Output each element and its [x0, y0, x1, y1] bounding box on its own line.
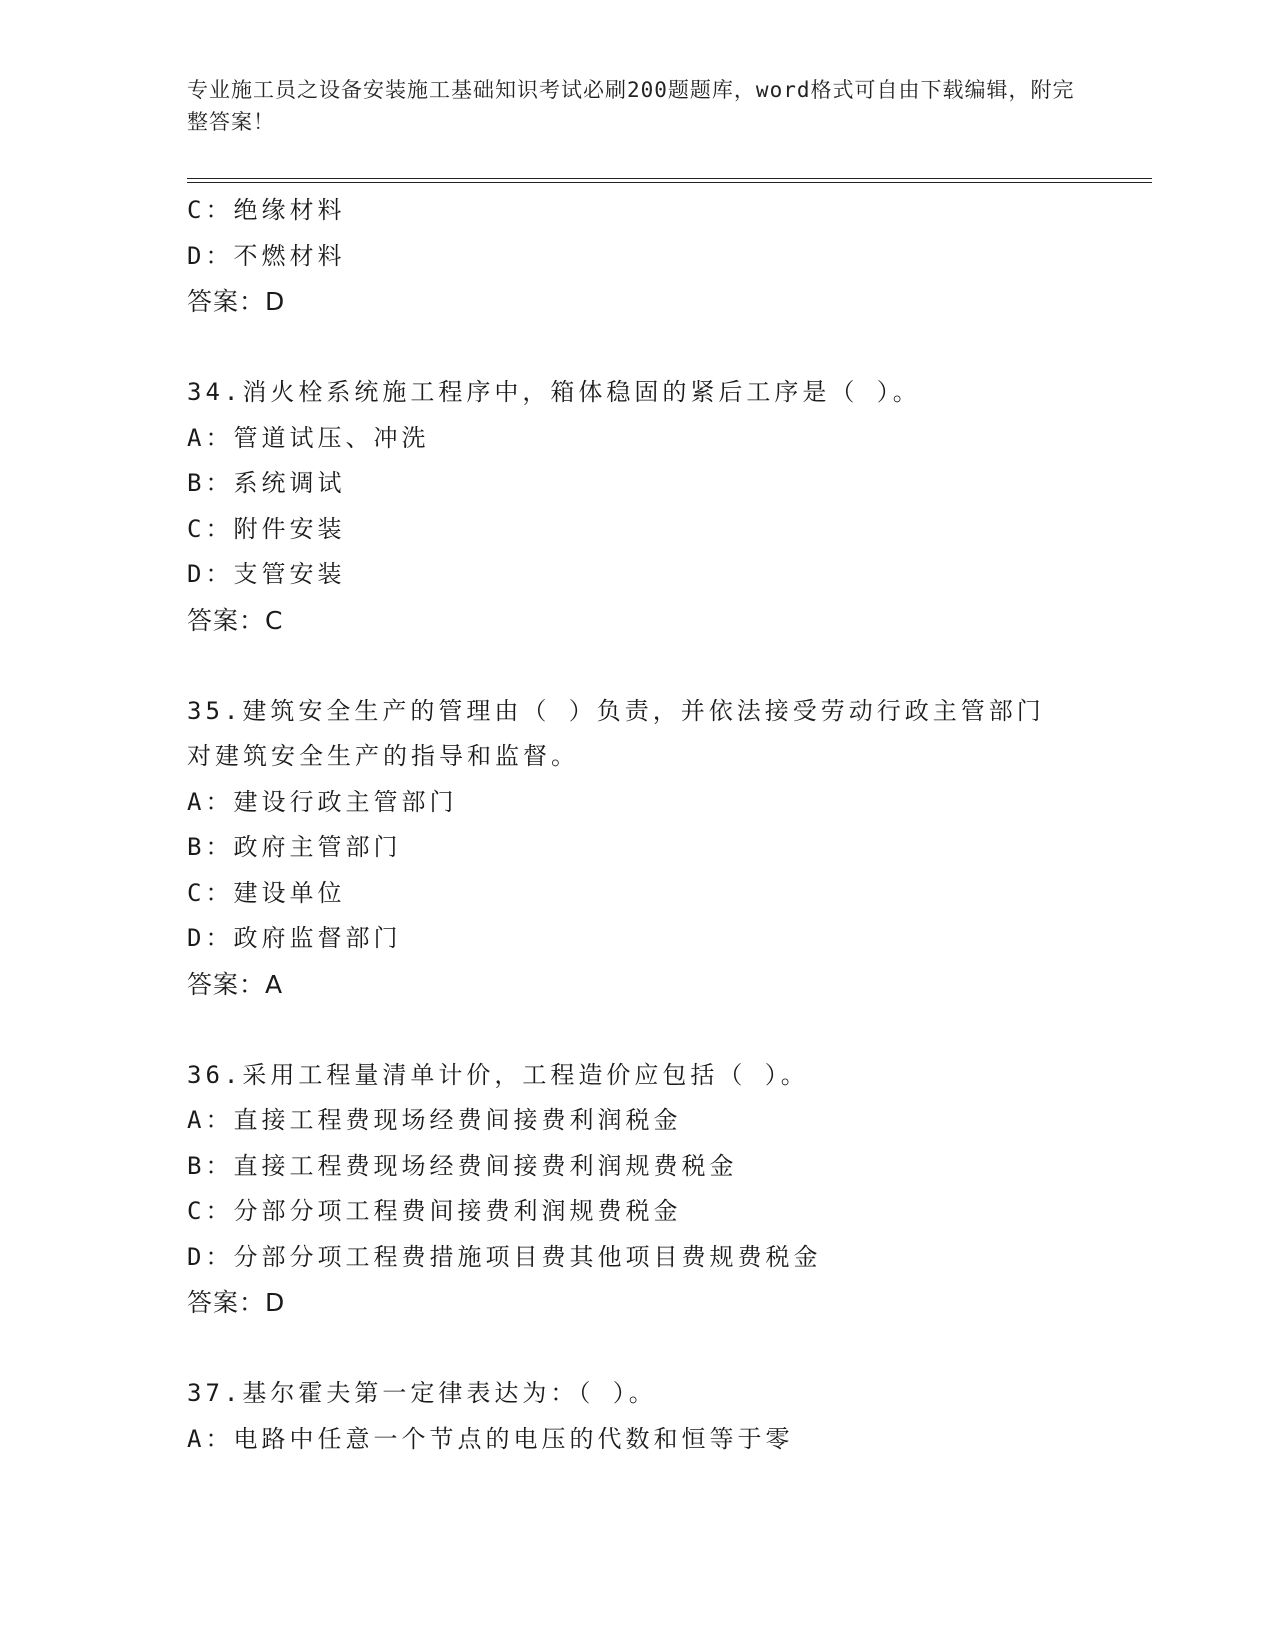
option-a: A：电路中任意一个节点的电压的代数和恒等于零 [187, 1424, 794, 1453]
question-list [187, 188, 1147, 1462]
question-spacer [187, 325, 1147, 371]
option-d: D：分部分项工程费措施项目费其他项目费规费税金 [187, 1242, 822, 1271]
question-stem: 36.采用工程量清单计价，工程造价应包括（ ）。 [187, 1060, 809, 1089]
header-divider-bottom [187, 182, 1152, 183]
option-a: A：直接工程费现场经费间接费利润税金 [187, 1106, 682, 1134]
option-b: B：直接工程费现场经费间接费利润规费税金 [187, 1151, 738, 1180]
option-d: D：不燃材料 [187, 241, 346, 270]
answer-line: 答案：A [187, 969, 284, 999]
question-spacer [187, 643, 1147, 689]
option-b: B：政府主管部门 [187, 833, 402, 861]
answer-line: 答案：C [187, 605, 284, 635]
question-stem: 34.消火栓系统施工程序中，箱体稳固的紧后工序是（ ）。 [187, 378, 921, 406]
option-c: C：建设单位 [187, 878, 346, 907]
question-spacer [187, 1326, 1147, 1372]
question-spacer [187, 1007, 1147, 1053]
question-stem: 37.基尔霍夫第一定律表达为：（ ）。 [187, 1379, 657, 1407]
option-b: B：系统调试 [187, 469, 346, 497]
option-c: C：分部分项工程费间接费利润规费税金 [187, 1197, 682, 1225]
option-c: C：附件安装 [187, 514, 346, 543]
answer-line: 答案：D [187, 287, 286, 316]
option-d: D：支管安装 [187, 560, 346, 588]
option-d: D：政府监督部门 [187, 924, 402, 952]
option-a: A：建设行政主管部门 [187, 787, 458, 816]
question-stem-continued: 对建筑安全生产的指导和监督。 [187, 742, 579, 770]
answer-line: 答案：D [187, 1288, 286, 1317]
option-c: C：绝缘材料 [187, 196, 346, 224]
document-header: 专业施工员之设备安装施工基础知识考试必刷200题题库，word格式可自由下载编辑，附完整答案！ [187, 78, 1075, 134]
option-a: A：管道试压、冲洗 [187, 423, 430, 452]
question-stem: 35.建筑安全生产的管理由（ ）负责，并依法接受劳动行政主管部门 [187, 696, 1045, 725]
header-divider-top [187, 178, 1152, 179]
